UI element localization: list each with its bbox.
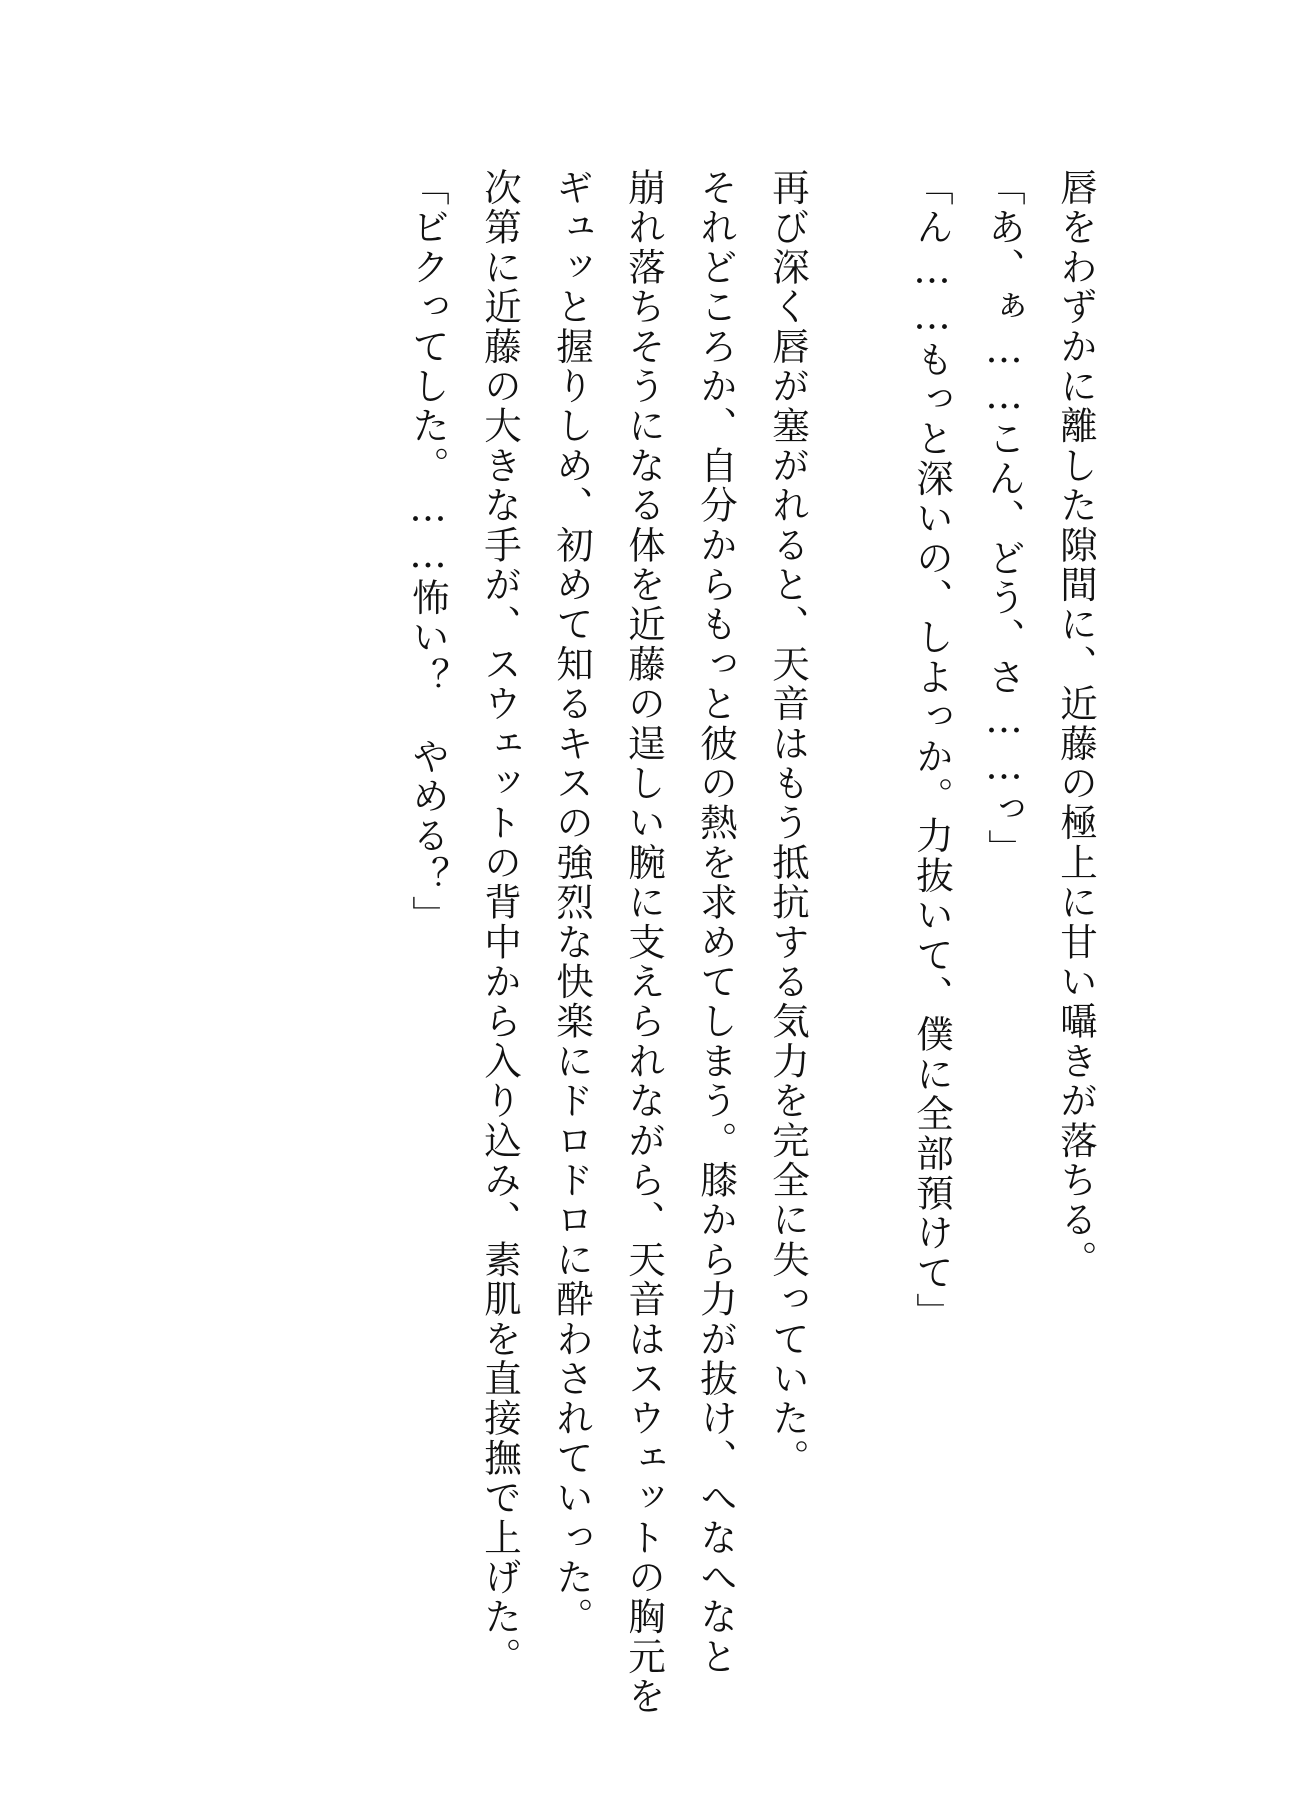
text-line-2: 「あ、ぁ……こん、どう、さ……っ」 <box>982 168 1026 869</box>
text-line-3: 「ん……もっと深いの、しよっか。力抜いて、僕に全部預けて」 <box>910 168 954 1333</box>
text-line-7: ギュッと握りしめ、初めて知るキスの強烈な快楽にドロドロに酔わされていった。 <box>550 168 594 1637</box>
paragraph-gap <box>824 168 896 1688</box>
vertical-text-body <box>392 168 1112 1717</box>
text-line-9: 「ビクってした。……怖い？ やめる？」 <box>406 168 450 936</box>
text-line-6: 崩れ落ちそうになる体を近藤の逞しい腕に支えられながら、天音はスウェットの胸元を <box>622 168 666 1717</box>
text-line-5: それどころか、自分からもっと彼の熱を求めてしまう。膝から力が抜け、へなへなと <box>694 168 738 1677</box>
text-line-4: 再び深く唇が塞がれると、天音はもう抵抗する気力を完全に失っていた。 <box>766 168 810 1479</box>
text-line-8: 次第に近藤の大きな手が、スウェットの背中から入り込み、素肌を直接撫で上げた。 <box>478 168 522 1677</box>
text-line-1: 唇をわずかに離した隙間に、近藤の極上に甘い囁きが落ちる。 <box>1054 168 1098 1280</box>
